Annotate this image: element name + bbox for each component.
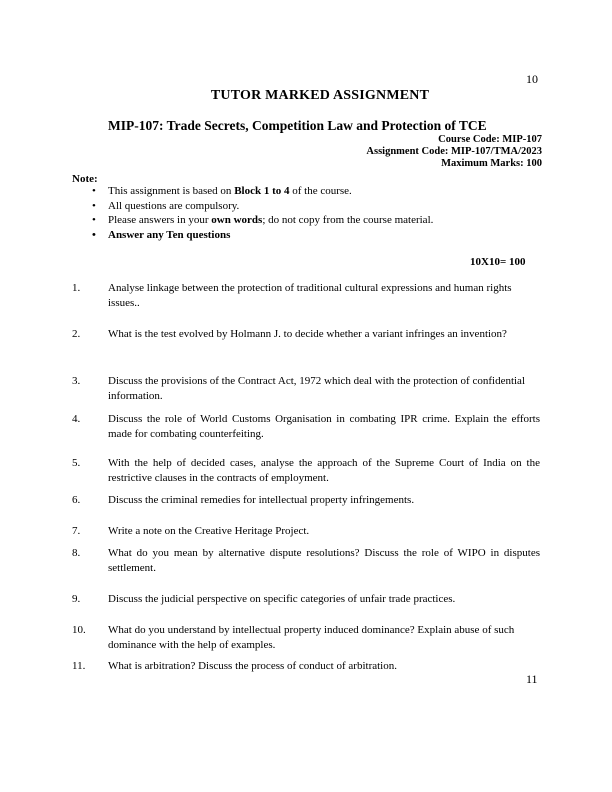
question-number: 11. (72, 660, 86, 672)
question-number: 2. (72, 328, 81, 340)
question-text: With the help of decided cases, analyse the approach of the Supreme Court of India on the restrictive clauses in the contracts of employment. (108, 457, 540, 484)
question-text: Discuss the provisions of the Contract Act, 1972 which deal with the protection of confidential information. (108, 375, 525, 402)
question-text: What is the test evolved by Holmann J. to decide whether a variant infringes an invention? (108, 328, 507, 340)
document-title: TUTOR MARKED ASSIGNMENT (210, 88, 430, 103)
note-label: Note: (72, 173, 98, 185)
note-item: • All questions are compulsory. (90, 199, 433, 214)
question-text: Write a note on the Creative Heritage Project. (108, 525, 310, 537)
question-number: 10. (72, 624, 86, 636)
document-subtitle: MIP-107: Trade Secrets, Competition Law and Protection of TCE (108, 118, 487, 133)
question-text: Analyse linkage between the protection of traditional cultural expressions and human rights issues.. (108, 282, 512, 309)
question-number: 9. (72, 593, 81, 605)
note-item: • This assignment is based on Block 1 to 4 of the course. (90, 184, 433, 199)
question-text: What do you understand by intellectual property induced dominance? Explain abuse of such dominance with the help of examples. (108, 624, 515, 651)
question-number: 1. (72, 282, 81, 294)
marks-formula: 10X10= 100 (470, 256, 526, 268)
note-list (90, 184, 433, 242)
question-number: 7. (72, 525, 81, 537)
question-text: Discuss the judicial perspective on specific categories of unfair trade practices. (108, 593, 456, 605)
question-text: Discuss the criminal remedies for intellectual property infringements. (108, 494, 415, 506)
question-number: 3. (72, 375, 81, 387)
question-number: 4. (72, 413, 81, 425)
maximum-marks: Maximum Marks: 100 (441, 158, 542, 169)
question-text: What do you mean by alternative dispute resolutions? Discuss the role of WIPO in disputes settlement. (108, 547, 540, 574)
question-text: What is arbitration? Discuss the process of conduct of arbitration. (108, 660, 397, 672)
question-number: 8. (72, 547, 81, 559)
question-number: 5. (72, 457, 81, 469)
note-item: • Please answers in your own words; do not copy from the course material. (90, 213, 433, 228)
page-number-top: 10 (526, 72, 538, 86)
note-item: • Answer any Ten questions (90, 228, 433, 243)
page-number-bottom: 11 (526, 672, 538, 686)
assignment-code: Assignment Code: MIP-107/TMA/2023 (366, 146, 542, 157)
question-number: 6. (72, 494, 81, 506)
course-code: Course Code: MIP-107 (438, 134, 542, 145)
question-text: Discuss the role of World Customs Organisation in combating IPR crime. Explain the efforts made for combating counterfeiting. (108, 413, 540, 440)
